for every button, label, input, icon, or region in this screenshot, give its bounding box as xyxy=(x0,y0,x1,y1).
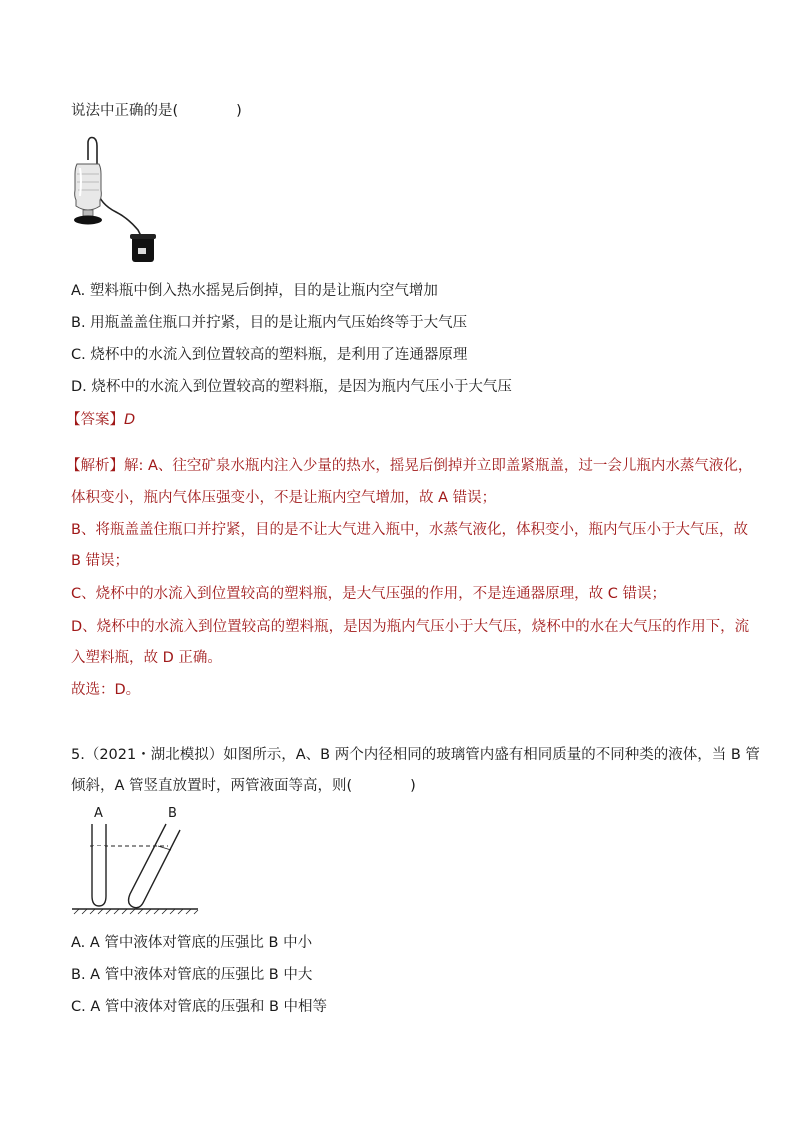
question-5-stem-line-1: 5.（2021・湖北模拟）如图所示，A、B 两个内径相同的玻璃管内盛有相同质量的不同种类的液体，当 B 管 xyxy=(71,747,760,763)
analysis-line-2: 体积变小，瓶内气体压强变小，不是让瓶内空气增加，故 A 错误； xyxy=(71,490,497,506)
q5-option-a: A. A 管中液体对管底的压强比 B 中小 xyxy=(71,935,313,951)
q5-option-b: B. A 管中液体对管底的压强比 B 中大 xyxy=(71,967,313,983)
question-4-stem-tail: 说法中正确的是( ) xyxy=(71,103,242,119)
tube-b-label: B xyxy=(168,806,177,821)
tube-b xyxy=(129,824,180,908)
analysis-label: 【解析】 xyxy=(66,458,124,474)
answer-value: D xyxy=(124,412,136,428)
answer-label: 【答案】 xyxy=(66,412,124,428)
analysis-line-6: D、烧杯中的水流入到位置较高的塑料瓶，是因为瓶内气压小于大气压，烧杯中的水在大气压的作用下，流 xyxy=(71,619,750,635)
tubes-figure xyxy=(70,802,200,917)
analysis-line-5: C、烧杯中的水流入到位置较高的塑料瓶，是大气压强的作用，不是连通器原理，故 C 错误； xyxy=(71,586,666,602)
analysis-line-7: 入塑料瓶，故 D 正确。 xyxy=(71,650,222,666)
q4-option-a: A. 塑料瓶中倒入热水摇晃后倒掉，目的是让瓶内空气增加 xyxy=(71,283,438,299)
tube-a-label: A xyxy=(94,806,103,821)
answer-line xyxy=(66,410,135,430)
analysis-conclusion: 故选：D。 xyxy=(71,682,141,698)
analysis-line-1: 【解析】解: A、往空矿泉水瓶内注入少量的热水，摇晃后倒掉并立即盖紧瓶盖，过一会儿瓶内水蒸气液化， xyxy=(66,458,753,474)
bottle-beaker-figure xyxy=(68,130,168,270)
q4-option-d: D. 烧杯中的水流入到位置较高的塑料瓶，是因为瓶内气压小于大气压 xyxy=(71,379,512,395)
q4-option-b: B. 用瓶盖盖住瓶口并拧紧，目的是让瓶内气压始终等于大气压 xyxy=(71,315,468,331)
analysis-line-4: B 错误； xyxy=(71,553,130,569)
analysis-line-3: B、将瓶盖盖住瓶口并拧紧，目的是不让大气进入瓶中，水蒸气液化，体积变小，瓶内气压小于大气压，故 xyxy=(71,522,748,538)
ground-hatching xyxy=(74,909,198,914)
question-5-stem-line-2: 倾斜，A 管竖直放置时，两管液面等高，则( ) xyxy=(71,778,416,794)
plastic-bottle xyxy=(75,164,102,210)
q5-option-c: C. A 管中液体对管底的压强和 B 中相等 xyxy=(71,999,328,1015)
bottle-cap xyxy=(74,216,102,225)
q4-option-c: C. 烧杯中的水流入到位置较高的塑料瓶，是利用了连通器原理 xyxy=(71,347,468,363)
